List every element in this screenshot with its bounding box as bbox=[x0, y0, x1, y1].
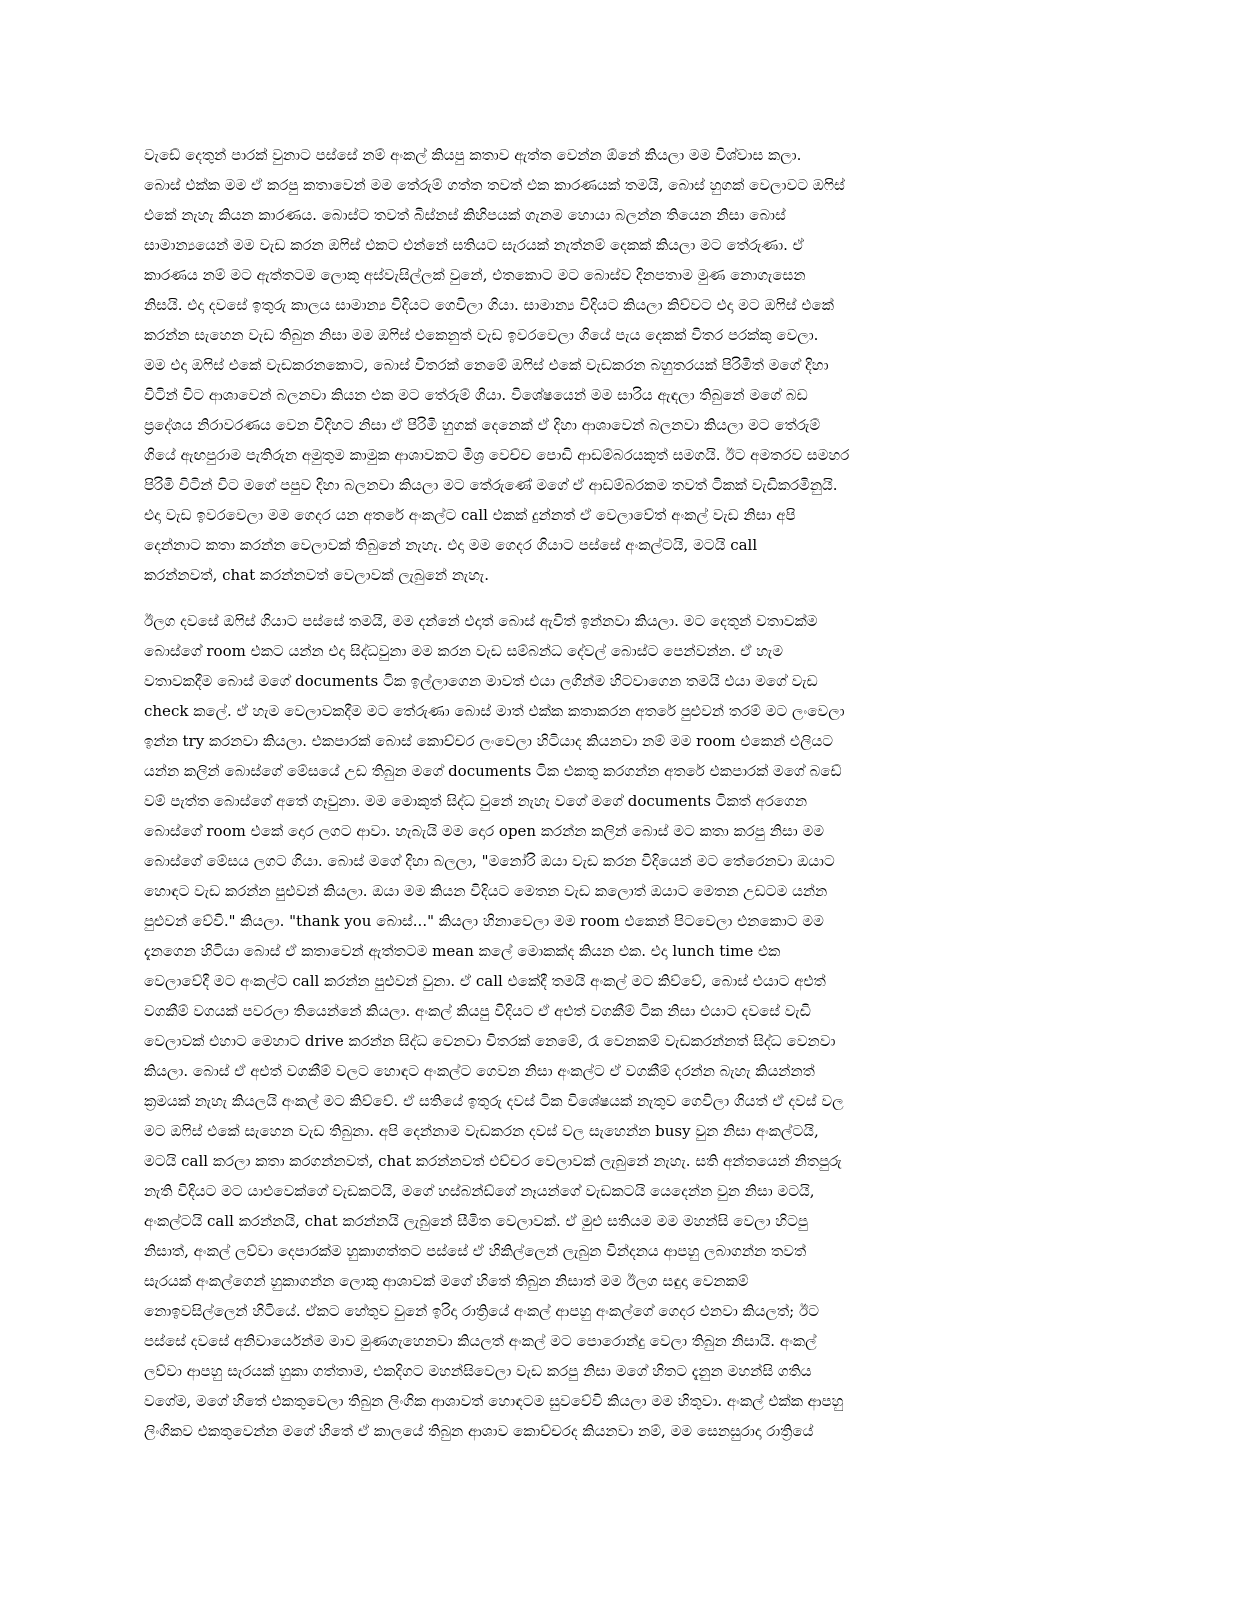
text-line: ඊලග දවසේ ඔෆිස් ගියාට පස්සේ තමයි, මම දන්නේ එදාත් බොස් ඇවිත් ඉන්නවා කියලා. මට දෙතුන් වතාවක්ම bbox=[144, 612, 818, 630]
text-line: බොස්ගේ room එකේ දොර ලගට ආවා. හැබැයි මම දොර open කරන්න කලින් බොස් මට කතා කරපු නිසා මම bbox=[144, 822, 825, 840]
text-line: ඉන්න try කරනවා කියලා. එකපාරක් බොස් කොච්චර ලංවෙලා හිටියාද කියනවා නම් මම room එකෙන් එලියට bbox=[144, 732, 834, 750]
paragraph-2 bbox=[144, 606, 1066, 1446]
text-line: එකේ නැහැ කියන කාරණය. බොස්ට තවත් බිස්නස් කිහිපයක් ගැනම හොයා බලන්න තියෙන නිසා බොස් bbox=[144, 206, 786, 224]
text-line: වතාවකදීම බොස් මගේ documents ටික ඉල්ලාගෙන මාවත් එයා ලගින්ම හිටවාගෙන තමයි එයා මගේ වැඩ bbox=[144, 672, 818, 690]
text-line: එදා වැඩ ඉවරවෙලා මම ගෙදර යන අතරේ අංකල්ට call එකක් දුන්නත් ඒ වෙලාවේත් අංකල් වැඩ නිසා අපි bbox=[144, 506, 796, 524]
text-line: වම් පැත්ත බොස්ගේ අතේ ගෑවුනා. මම මොකුත් සිද්ධ වුනේ නැහැ වගේ මගේ documents ටිකත් අරගෙන bbox=[144, 792, 807, 810]
text-line: කියලා. බොස් ඒ අළුත් වගකීම් වලට හොඳට අංකල්ට ගෙවන නිසා අංකල්ට ඒ වගකීම් දරන්න බැහැ කියන්නත් bbox=[144, 1062, 815, 1080]
text-line: වැඩේ දෙතුන් පාරක් වුනාට පස්සේ නම් අංකල් කියපු කතාව ඇත්ත වෙන්න ඕනේ කියලා මම විශ්වාස කලා. bbox=[144, 146, 802, 164]
text-line: කරන්නවත්, chat කරන්නවත් වෙලාවක් ලැබුනේ නැහැ. bbox=[144, 566, 489, 584]
text-line: ලව්වා ආපහු සැරයක් හුකා ගත්තාම, එකදිගට මහන්සිවෙලා වැඩ කරපු නිසා මගේ හිතට දැනුන මහන්සි ගතිය bbox=[144, 1362, 812, 1380]
document-body bbox=[144, 140, 1066, 1446]
text-line: සාමාන්‍යයෙන් මම වැඩ කරන ඔෆිස් එකට එන්නේ සතියට සැරයක් නැත්නම් දෙකක් කියලා මට තේරුණා. ඒ bbox=[144, 236, 804, 254]
text-line: නිසාත්, අංකල් ලව්වා දෙපාරක්ම හුකාගත්තට පස්සේ ඒ හිකිල්ලෙන් ලැබුන වින්දනය ආපහු ලබාගන්න තවත් bbox=[144, 1242, 807, 1260]
text-line: කරන්න සැහෙන වැඩ තිබුන නිසා මම ඔෆිස් එකෙනුත් වැඩ ඉවරවෙලා ගියේ පැය දෙකක් විතර පරක්කු වෙලා. bbox=[144, 326, 819, 344]
text-line: ලිංගිකව එකතුවෙන්න මගේ හිතේ ඒ කාලයේ තිබුන ආශාව කොච්චරද කියනවා නම්, මම සෙනසුරාදා රාත්‍රියේ bbox=[144, 1422, 814, 1440]
text-line: වගේම, මගේ හිතේ එකතුවෙලා තිබුන ලිංගික ආශාවත් හොඳටම සුවවේවි කියලා මම හිතුවා. අංකල් එක්ක ආපහු bbox=[144, 1392, 844, 1410]
text-line: බොස්ගේ room එකට යන්න එදා සිද්ධවුනා මම කරන වැඩ සම්බන්ධ දේවල් බොස්ට පෙන්වන්න. ඒ හැම bbox=[144, 642, 783, 660]
text-line: ක්‍රමයක් නැහැ කියලයි අංකල් මට කිව්වේ. ඒ සතියේ ඉතුරු දවස් ටික විශේෂයක් නැතුව ගෙවිලා ගියත් ඒ දවස් වල bbox=[144, 1092, 844, 1110]
text-line: මට ඔෆිස් එකේ සැහෙන වැඩ තිබුනා. අපි දෙන්නාම වැඩකරන දවස් වල සැහෙන්න busy වුන නිසා අංකල්ටයි, bbox=[144, 1122, 819, 1140]
paragraph-1 bbox=[144, 140, 1066, 590]
text-line: නිසයි. එදා දවසේ ඉතුරු කාලය සාමාන්‍ය විදියට ගෙවිලා ගියා. සාමාන්‍ය විදියට කියලා කිව්වට එදා මට ඔෆිස් එකේ bbox=[144, 296, 834, 314]
text-line: නොඉවසිල්ලෙන් හිටියේ. ඒකට හේතුව වුනේ ඉරිදා රාත්‍රියේ අංකල් ආපහු අංකල්ගේ ගෙදර එනවා කියලත්; ඊට bbox=[144, 1302, 819, 1320]
text-line: හොඳට වැඩ කරන්න පුළුවන් කියලා. ඔයා මම කියන විදියට මෙතන වැඩ කලොත් ඔයාට මෙතන උඩටම යන්න bbox=[144, 882, 828, 900]
text-line: මම එදා ඔෆිස් එකේ වැඩකරනකොට, බොස් විතරක් නෙමේ ඔෆිස් එකේ වැඩකරන බහුතරයක් පිරිමිත් මගේ දිහා bbox=[144, 356, 829, 374]
text-line: වෙලාවක් එහාට මෙහාට drive කරන්න සිද්ධ වෙනවා විතරක් නෙමේ, රෑ වෙනකම් වැඩකරන්නත් සිද්ධ වෙනවා bbox=[144, 1032, 836, 1050]
text-line: කාරණය නම් මට ඇත්තටම ලොකු අස්වැසිල්ලක් වුනේ, එතකොට මට බොස්ව දිනපතාම මුණ නොගැසෙන bbox=[144, 266, 806, 284]
text-line: ගියේ ඇඟපුරාම පැතිරුන අමුතුම කාමුක ආශාවකට මිශ්‍ර වෙච්ච පොඩි ආඩම්බරයකුත් සමගයි. ඊට අමතරව සමහර bbox=[144, 446, 850, 464]
text-line: පස්සේ දවසේ අනිවාර්යෙන්ම මාව මුණගැහෙනවා කියලත් අංකල් මට පොරොන්දු වෙලා තිබුන නිසායි. අංකල් bbox=[144, 1332, 817, 1350]
text-line: දැනගෙන හිටියා බොස් ඒ කතාවෙන් ඇත්තටම mean කලේ මොකක්ද කියන එක. එදා lunch time එක bbox=[144, 942, 781, 960]
text-line: විටින් විට ආශාවෙන් බලනවා කියන එක මට තේරුම් ගියා. විශේෂයෙන් මම සාරිය ඇඳලා තිබුනේ මගේ බඩ bbox=[144, 386, 808, 404]
text-line: check කලේ. ඒ හැම වෙලාවකදීම මට තේරුණා බොස් මාත් එක්ක කතාකරන අතරේ පුළුවන් තරම් මට ලංවෙලා bbox=[144, 702, 845, 720]
text-line: නැති විදියට මට යාළුවෙක්ගේ වැඩකටයි, මගේ හස්බන්ඩ්ගේ නෑයන්ගේ වැඩකටයි යෙදෙන්න වුන නිසා මටයි, bbox=[144, 1182, 815, 1200]
text-line: පිරිමි විටින් විට මගේ පපුව දිහා බලනවා කියලා මට තේරුණේ මගේ ඒ ආඩම්බරකම තවත් ටිකක් වැඩිකරමිනුයි. bbox=[144, 476, 838, 494]
text-line: දෙන්නාට කතා කරන්න වෙලාවක් තිබුනේ නැහැ. එදා මම ගෙදර ගියාට පස්සේ අංකල්ටයි, මටයි call bbox=[144, 536, 758, 554]
text-line: පුළුවන් වේවි." කියලා. "thank you බොස්..." කියලා හිනාවෙලා මම room එකෙන් පිටවෙලා එනකොට මම bbox=[144, 912, 824, 930]
text-line: ප්‍රදේශය නිරාවරණය වෙන විදිහට නිසා ඒ පිරිමි හුගක් දෙනෙක් ඒ දිහා ආශාවෙන් බලනවා කියලා මට තේරුම් bbox=[144, 416, 821, 434]
text-line: වෙලාවේදී මට අංකල්ට call කරන්න පුළුවන් වුනා. ඒ call එකේදී තමයි අංකල් මට කිව්වේ, බොස් එයාට අළුත් bbox=[144, 972, 826, 990]
text-line: අංකල්ටයි call කරන්නයි, chat කරන්නයි ලැබුනේ සීමිත වෙලාවක්. ඒ මුළු සතියම මම මහන්සි වෙලා හිටපු bbox=[144, 1212, 809, 1230]
text-line: සැරයක් අංකල්ගෙන් හුකාගන්න ලොකු ආශාවක් මගේ හිතේ තිබුන නිසාත් මම ඊලග සඳුදා වෙනකම් bbox=[144, 1272, 749, 1290]
text-line: වගකීම් වගයක් පවරලා තියෙන්නේ කියලා. අංකල් කියපු විදියට ඒ අළුත් වගකීම් ටික නිසා එයාට දවසේ වැඩි bbox=[144, 1002, 811, 1020]
text-line: බොස්ගේ මේසය ලගට ගියා. බොස් මගේ දිහා බලලා, "මනෝරි ඔයා වැඩ කරන විදියෙන් මට තේරෙනවා ඔයාට bbox=[144, 852, 835, 870]
text-line: බොස් එක්ක මම ඒ කරපු කතාවෙන් මම තේරුම් ගත්ත තවත් එක කාරණයක් තමයි, බොස් හුගක් වෙලාවට ඔෆිස් bbox=[144, 176, 845, 194]
text-line: මටයි call කරලා කතා කරගන්නවත්, chat කරන්නවත් එච්චර වෙලාවක් ලැබුනේ නැහැ. සති අන්තයෙන් නිතපුරු bbox=[144, 1152, 842, 1170]
text-line: යන්න කලින් බොස්ගේ මේසයේ උඩ තිබුන මගේ documents ටික එකතු කරගන්න අතරේ එකපාරක් මගේ බඩේ bbox=[144, 762, 842, 780]
